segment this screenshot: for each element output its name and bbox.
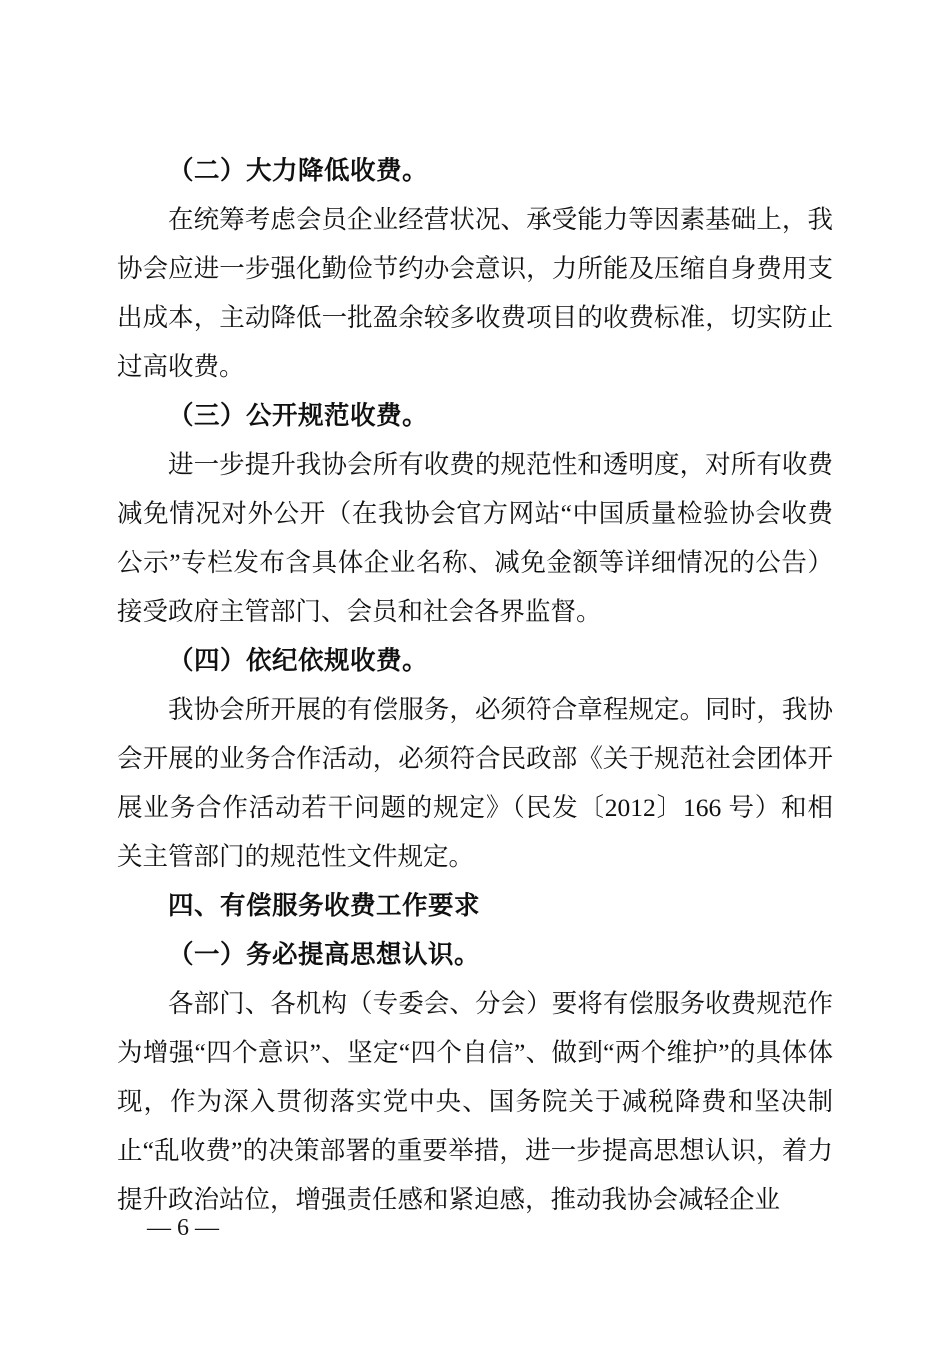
paragraph-raise-awareness: 各部门、各机构（专委会、分会）要将有偿服务收费规范作为增强“四个意识”、坚定“四个自信”、做到“两个维护”的具体体现，作为深入贯彻落实党中央、国务院关于减税降费和坚决制止“乱收费”的决策部署的重要举措，进一步提高思想认识，着力提升政治站位，增强责任感和紧迫感，推动我协会减轻企业 bbox=[117, 989, 833, 1214]
section-heading-open-standard-fees: （三）公开规范收费。 bbox=[168, 401, 429, 430]
chapter-heading-work-requirements: 四、有偿服务收费工作要求 bbox=[168, 891, 481, 920]
paragraph-open-standard-fees: 进一步提升我协会所有收费的规范性和透明度，对所有收费减免情况对外公开（在我协会官方网站“中国质量检验协会收费公示”专栏发布含具体企业名称、减免金额等详细情况的公告）接受政府主管部门、会员和社会各界监督。 bbox=[117, 450, 833, 626]
paragraph-lower-fees: 在统筹考虑会员企业经营状况、承受能力等因素基础上，我协会应进一步强化勤俭节约办会意识，力所能及压缩自身费用支出成本，主动降低一批盈余较多收费项目的收费标准，切实防止过高收费。 bbox=[117, 205, 833, 381]
section-heading-fees-per-rules: （四）依纪依规收费。 bbox=[168, 646, 429, 675]
section-heading-raise-awareness: （一）务必提高思想认识。 bbox=[168, 940, 481, 969]
document-body bbox=[117, 146, 833, 1224]
page-number: — 6 — bbox=[147, 1215, 219, 1241]
section-heading-lower-fees: （二）大力降低收费。 bbox=[168, 156, 429, 185]
paragraph-fees-per-rules: 我协会所开展的有偿服务，必须符合章程规定。同时，我协会开展的业务合作活动，必须符合民政部《关于规范社会团体开展业务合作活动若干问题的规定》（民发〔2012〕166 号）和相关主管部门的规范性文件规定。 bbox=[117, 695, 833, 871]
